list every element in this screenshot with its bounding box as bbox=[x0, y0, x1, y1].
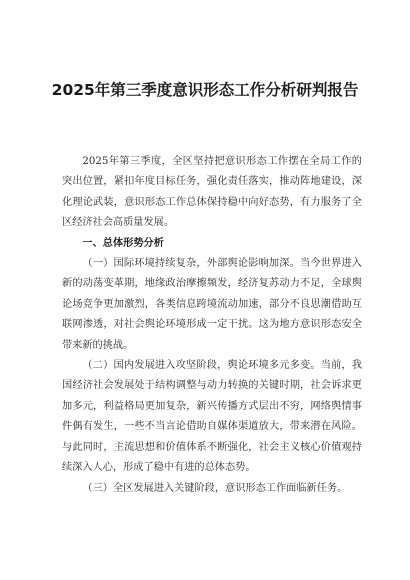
intro-paragraph: 2025年第三季度，全区坚持把意识形态工作摆在全局工作的突出位置，紧扣年度目标任务，强化责任落实，推动阵地建设，深化理论武装，意识形态工作总体保持稳中向好态势，有力服务了全区经济社会高质量发展。 bbox=[62, 156, 362, 229]
document-title: 2025年第三季度意识形态工作分析研判报告 bbox=[51, 81, 359, 99]
paragraph-domestic-development: （二）国内发展进入攻坚阶段，舆论环境多元多变。当前，我国经济社会发展处于结构调整与动力转换的关键时期，社会诉求更加多元，利益格局更加复杂，新兴传播方式层出不穷，网络舆情事件偶有发生，一些不当言论借助自媒体渠道放大，带来潜在风险。与此同时，主流思想和价值体系不断强化，社会主义核心价值观持续深入人心，形成了稳中有进的总体态势。 bbox=[62, 360, 362, 474]
document-body bbox=[62, 152, 362, 499]
paragraph-international-environment: （一）国际环境持续复杂，外部舆论影响加深。当今世界进入新的动荡变革期，地缘政治摩擦频发，经济复苏动力不足，全球舆论场竞争更加激烈，各类信息跨境流动加速，部分不良思潮借助互联网渗透，对社会舆论环境形成一定干扰。这为地方意识形态安全带来新的挑战。 bbox=[62, 258, 362, 351]
section-heading-overall-situation: 一、总体形势分析 bbox=[82, 237, 164, 249]
paragraph-district-development: （三）全区发展进入关键阶段，意识形态工作面临新任务。 bbox=[82, 482, 348, 494]
